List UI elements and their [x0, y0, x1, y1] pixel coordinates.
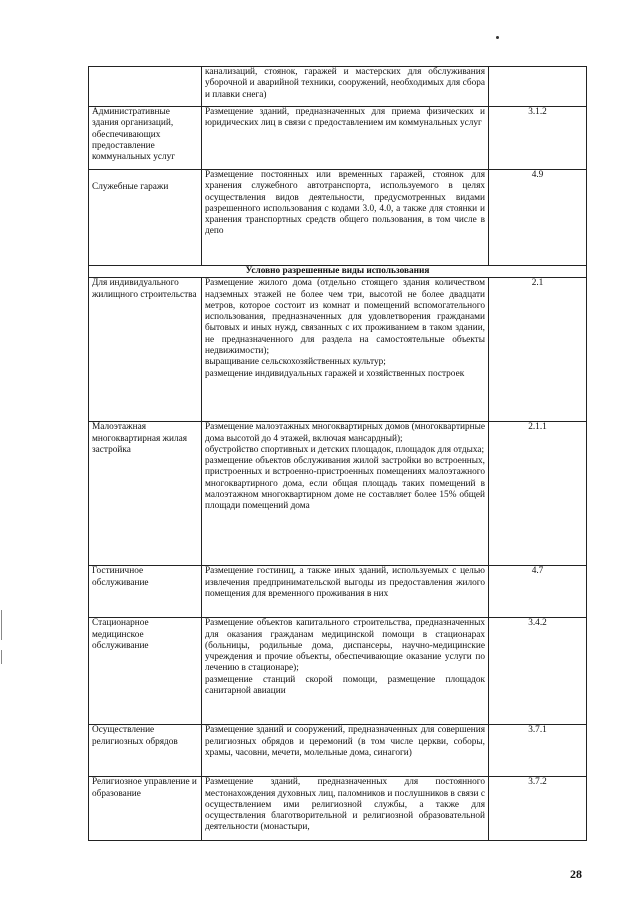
scan-dot: [496, 36, 499, 39]
use-name-cell: Религиозное управление и образование: [89, 777, 202, 841]
description-text: Размещение зданий, предназначенных для приема физических и юридических лиц в связи с предоставлением им коммунальных услуг: [205, 107, 485, 129]
use-description-cell: [202, 67, 489, 107]
use-code-cell: 4.7: [489, 566, 587, 618]
description-text: размещение станций скорой помощи, размещение площадок санитарной авиации: [205, 674, 485, 697]
table-row: [89, 422, 587, 566]
use-description-cell: [202, 170, 489, 266]
description-text: Размещение зданий, предназначенных для постоянного местонахождения духовных лиц, паломников и послушников в связи с осуществлением ими религиозной службы, а также для осуществления благотворительной и религиозной образовательной деятельности (монастыри,: [205, 777, 485, 833]
description-text: размещение объектов обслуживания жилой застройки во встроенных, пристроенных и встроенно-пристроенных помещениях малоэтажного многоквартирного дома, если общая площадь таких помещений в малоэтажном многоквартирном доме не составляет более 15% общей площади помещений дома: [205, 456, 485, 512]
use-code-cell: 3.7.1: [489, 725, 587, 777]
use-name-cell: Стационарное медицинское обслуживание: [89, 618, 202, 725]
use-name-cell: Осуществление религиозных обрядов: [89, 725, 202, 777]
scan-margin-mark: [1, 650, 2, 664]
use-description-cell: [202, 278, 489, 422]
use-description-cell: [202, 618, 489, 725]
scan-margin-mark: [1, 610, 2, 640]
use-name-cell: Малоэтажная многоквартирная жилая застройка: [89, 422, 202, 566]
use-name-cell: Административные здания организаций, обеспечивающих предоставление коммунальных услуг: [89, 107, 202, 170]
table-row: [89, 170, 587, 266]
use-code-cell: [489, 67, 587, 107]
table-row: [89, 725, 587, 777]
land-use-table: [88, 66, 587, 841]
use-name-cell: [89, 67, 202, 107]
table-row: [89, 618, 587, 725]
description-text: Размещение малоэтажных многоквартирных домов (многоквартирные дома высотой до 4 этажей, включая мансардный);: [205, 422, 485, 444]
use-name-cell: Гостиничное обслуживание: [89, 566, 202, 618]
description-text: Размещение зданий и сооружений, предназначенных для совершения религиозных обрядов и церемоний (в том числе церкви, соборы, храмы, часовни, мечети, молельные дома, синагоги): [205, 725, 485, 758]
use-description-cell: [202, 777, 489, 841]
table-row: [89, 107, 587, 170]
description-text: Размещение постоянных или временных гаражей, стоянок для хранения служебного автотранспорта, используемого в целях осуществления видов деятельности, предусмотренных видами разрешенного использования с кодами 3.0, 4.0, а также для стоянки и хранения транспортных средств общего пользования, в том числе в депо: [205, 170, 485, 237]
description-text: размещение индивидуальных гаражей и хозяйственных построек: [205, 368, 465, 379]
use-code-cell: 2.1.1: [489, 422, 587, 566]
table-row: [89, 67, 587, 107]
use-code-cell: 2.1: [489, 278, 587, 422]
table-row: [89, 777, 587, 841]
section-header-row: [89, 266, 587, 278]
description-text: Размещение жилого дома (отдельно стоящего здания количеством надземных этажей не более чем три, высотой не более двадцати метров, которое состоит из комнат и помещений вспомогательного использования, предназначенных для удовлетворения гражданами бытовых и иных нужд, связанных с их проживанием в таком здании, не предназначенного для раздела на самостоятельные объекты недвижимости);: [205, 278, 485, 357]
use-description-cell: [202, 107, 489, 170]
use-code-cell: 4.9: [489, 170, 587, 266]
description-text: выращивание сельскохозяйственных культур;: [205, 357, 386, 368]
section-title: Условно разрешенные виды использования: [89, 266, 587, 278]
use-name-cell: Служебные гаражи: [89, 170, 202, 266]
use-name-cell: Для индивидуального жилищного строительства: [89, 278, 202, 422]
use-description-cell: [202, 422, 489, 566]
table-row: [89, 278, 587, 422]
description-text: Размещение гостиниц, а также иных зданий, используемых с целью извлечения предпринимательской выгоды из предоставления жилого помещения для временного проживания в них: [205, 566, 485, 599]
use-code-cell: 3.7.2: [489, 777, 587, 841]
use-code-cell: 3.4.2: [489, 618, 587, 725]
use-code-cell: 3.1.2: [489, 107, 587, 170]
table-row: [89, 566, 587, 618]
description-text: канализаций, стоянок, гаражей и мастерских для обслуживания уборочной и аварийной техники, сооружений, необходимых для сбора и плавки снега): [205, 67, 485, 100]
description-text: Размещение объектов капитального строительства, предназначенных для оказания гражданам медицинской помощи в стационарах (больницы, родильные дома, диспансеры, научно-медицинские учреждения и прочие объекты, обеспечивающие оказание услуги по лечению в стационаре);: [205, 618, 485, 674]
page-number: 28: [570, 867, 582, 881]
use-description-cell: [202, 566, 489, 618]
description-text: обустройство спортивных и детских площадок, площадок для отдыха;: [205, 444, 485, 455]
use-description-cell: [202, 725, 489, 777]
